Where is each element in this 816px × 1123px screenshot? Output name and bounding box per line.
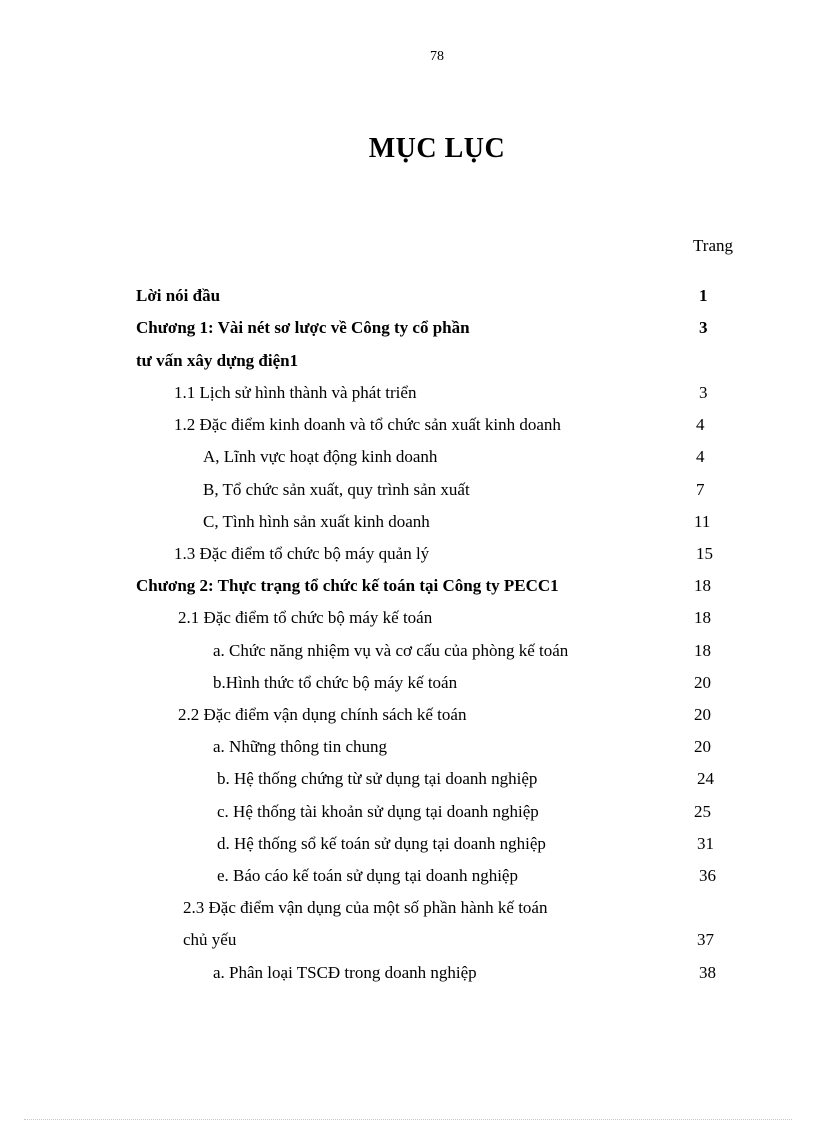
toc-entry-title: d. Hệ thống sổ kế toán sử dụng tại doanh nghiệp [217,834,546,853]
toc-entry-title: a. Chức năng nhiệm vụ và cơ cấu của phòng kế toán [213,641,569,660]
page-title: MỤC LỤC [368,133,506,164]
toc-entry-page: 38 [699,963,716,982]
toc-entry-title: 1.3 Đặc điểm tổ chức bộ máy quản lý [174,544,430,563]
toc-entry-title: Chương 1: Vài nét sơ lược về Công ty cổ phần [136,318,470,337]
toc-entry-title: tư vấn xây dựng điện1 [136,351,299,370]
toc-entry-page: 3 [699,383,708,402]
toc-entry-page: 3 [699,318,708,337]
page-column-header: Trang [693,236,733,255]
toc-entry-page: 20 [694,705,711,724]
toc-entry-title: c. Hệ thống tài khoản sử dụng tại doanh nghiệp [217,802,539,821]
toc-entry-title: b.Hình thức tổ chức bộ máy kế toán [213,673,458,692]
toc-entry-title: Chương 2: Thực trạng tổ chức kế toán tại Công ty PECC1 [136,576,559,595]
toc-entry-page: 15 [696,544,713,563]
toc-entry-page: 18 [694,608,711,627]
toc-entry-page: 36 [699,866,716,885]
toc-entry-title: a. Phân loại TSCĐ trong doanh nghiệp [213,963,477,982]
toc-entry-page: 4 [696,415,705,434]
toc-entry-page: 18 [694,641,711,660]
toc-entry-page: 20 [694,673,711,692]
page-number: 78 [430,49,444,64]
toc-entry-title: 1.1 Lịch sử hình thành và phát triển [174,383,417,402]
toc-entry-page: 4 [696,447,705,466]
toc-entry-page: 37 [697,930,714,949]
toc-entry-title: C, Tình hình sản xuất kinh doanh [203,512,430,531]
toc-entry-title: chủ yếu [183,930,237,949]
toc-entry-page: 1 [699,286,708,305]
toc-entry-title: e. Báo cáo kế toán sử dụng tại doanh nghiệp [217,866,518,885]
toc-entry-page: 7 [696,480,705,499]
toc-entry-title: 2.1 Đặc điểm tổ chức bộ máy kế toán [178,608,433,627]
toc-entry-page: 25 [694,802,711,821]
toc-entry-page: 20 [694,737,711,756]
toc-entry-title: Lời nói đầu [136,286,221,305]
toc-entry-title: 2.3 Đặc điểm vận dụng của một số phần hành kế toán [183,898,548,917]
toc-entry-page: 11 [694,512,711,531]
toc-entry-title: a. Những thông tin chung [213,737,388,756]
toc-entry-page: 24 [697,769,714,788]
toc-entry-title: b. Hệ thống chứng từ sử dụng tại doanh nghiệp [217,769,538,788]
toc-entry-title: A, Lĩnh vực hoạt động kinh doanh [203,447,438,466]
toc-entry-page: 18 [694,576,711,595]
toc-entry-title: 2.2 Đặc điểm vận dụng chính sách kế toán [178,705,467,724]
toc-entry-title: 1.2 Đặc điểm kinh doanh và tổ chức sản xuất kinh doanh [174,415,561,434]
toc-entry-page: 31 [697,834,714,853]
toc-entry-title: B, Tổ chức sản xuất, quy trình sản xuất [203,480,470,499]
page-bottom-divider [24,1119,792,1120]
